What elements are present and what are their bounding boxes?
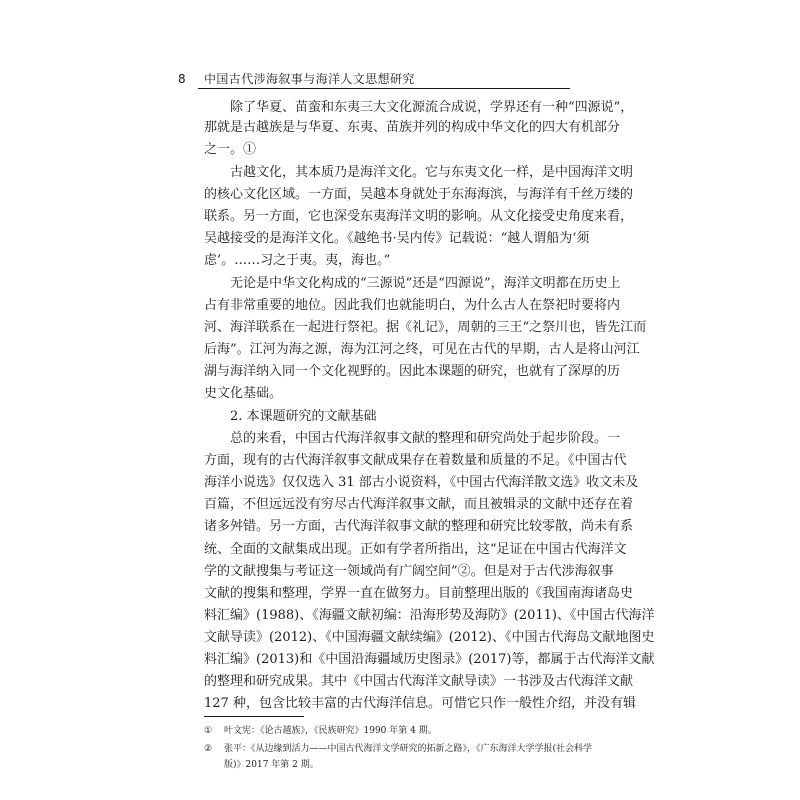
- section-heading: 2. 本课题研究的文献基础: [230, 409, 377, 424]
- running-title: 中国古代涉海叙事与海洋人文思想研究: [204, 72, 415, 86]
- running-header: [178, 72, 598, 90]
- body-line: 127 种，包含比较丰富的古代海洋信息。可惜它只作一般性介绍，并没有辑: [204, 696, 636, 711]
- body-line: 古越文化，其本质乃是海洋文化。它与东夷文化一样，是中国海洋文明: [230, 165, 634, 180]
- footnote-text: 张平：《从边缘到活力——中国古代海洋文学研究的拓新之路》，《广东海洋大学学报(社会科学: [224, 744, 593, 754]
- footnote-text: 版)》2017 年第 2 期。: [224, 760, 319, 770]
- footnote-rule: [204, 716, 304, 717]
- body-line: 总的来看，中国古代海洋叙事文献的整理和研究尚处于起步阶段。一: [230, 431, 621, 446]
- body-line: 百篇，不但远远没有穷尽古代海洋叙事文献，而且被辑录的文献中还存在着: [204, 497, 634, 512]
- footnote-continuation: [224, 758, 598, 772]
- header-rule: [198, 88, 570, 89]
- body-line: 吴越接受的是海洋文化。《越绝书·吴内传》记载说：“越人谓船为‘须: [204, 231, 590, 246]
- body-line: 除了华夏、苗蛮和东夷三大文化源流合成说，学界还有一种“四源说”，: [230, 100, 634, 115]
- body-line: 的核心文化区域。一方面，吴越本身就处于东海海滨，与海洋有千丝万缕的: [204, 187, 634, 202]
- body-line: 史文化基础。: [204, 386, 283, 401]
- body-line: 料汇编》(2013)和《中国沿海疆域历史图录》(2017)等，都属于古代海洋文献: [204, 652, 655, 667]
- body-line: 诸多舛错。另一方面，古代海洋叙事文献的整理和研究比较零散，尚未有系: [204, 519, 634, 534]
- body-line: 文献导读》(2012)、《中国海疆文献续编》(2012)、《中国古代海岛文献地图史: [204, 630, 655, 645]
- body-line: 之一。①: [204, 142, 257, 157]
- body-line: 料汇编》(1988)、《海疆文献初编：沿海形势及海防》(2011)、《中国古代海洋: [204, 608, 655, 623]
- body-line: 统、全面的文献集成出现。正如有学者所指出，这“足证在中国古代海洋文: [204, 542, 627, 557]
- body-line: 无论是中华文化构成的“三源说”还是“四源说”，海洋文明都在历史上: [230, 276, 621, 291]
- body-line: 后海”。江河为海之源，海为江河之终，可见在古代的早期，古人是将山河江: [204, 342, 640, 357]
- footnote: [204, 742, 598, 756]
- body-line: 占有非常重要的地位。因此我们也就能明白，为什么古人在祭祀时要将内: [204, 298, 621, 313]
- footnote-mark: ②: [204, 744, 213, 754]
- footnote-mark: ①: [204, 726, 213, 736]
- footnote-text: 叶文宪：《论古越族》，《民族研究》1990 年第 4 期。: [224, 726, 437, 736]
- body-line: 河、海洋联系在一起进行祭祀。据《礼记》，周朝的三王“之祭川也，皆先江而: [204, 320, 647, 335]
- body-line: 的整理和研究成果。其中《中国古代海洋文献导读》一书涉及古代海洋文献: [204, 674, 634, 689]
- body-line: 湖与海洋纳入同一个文化视野的。因此本课题的研究，也就有了深厚的历: [204, 364, 621, 379]
- body-line: 文献的搜集和整理，学界一直在做努力。目前整理出版的《我国南海诸岛史: [204, 586, 634, 601]
- body-line: 联系。另一方面，它也深受东夷海洋文明的影响。从文化接受史角度来看，: [204, 209, 634, 224]
- body-line: 虑’。……习之于夷。夷，海也。”: [204, 253, 391, 268]
- body-line: 海洋小说选》仅仅选入 31 部古小说资料，《中国古代海洋散文选》收文未及: [204, 475, 639, 490]
- body-line: 学的文献搜集与考证这一领域尚有广阔空间”②。但是对于古代涉海叙事: [204, 564, 614, 579]
- body-line: 那就是古越族是与华夏、东夷、苗族并列的构成中华文化的四大有机部分: [204, 120, 621, 135]
- body-line: 方面，现有的古代海洋叙事文献成果存在着数量和质量的不足。《中国古代: [204, 453, 627, 468]
- page-number: 8: [178, 72, 186, 86]
- footnote: [204, 724, 598, 738]
